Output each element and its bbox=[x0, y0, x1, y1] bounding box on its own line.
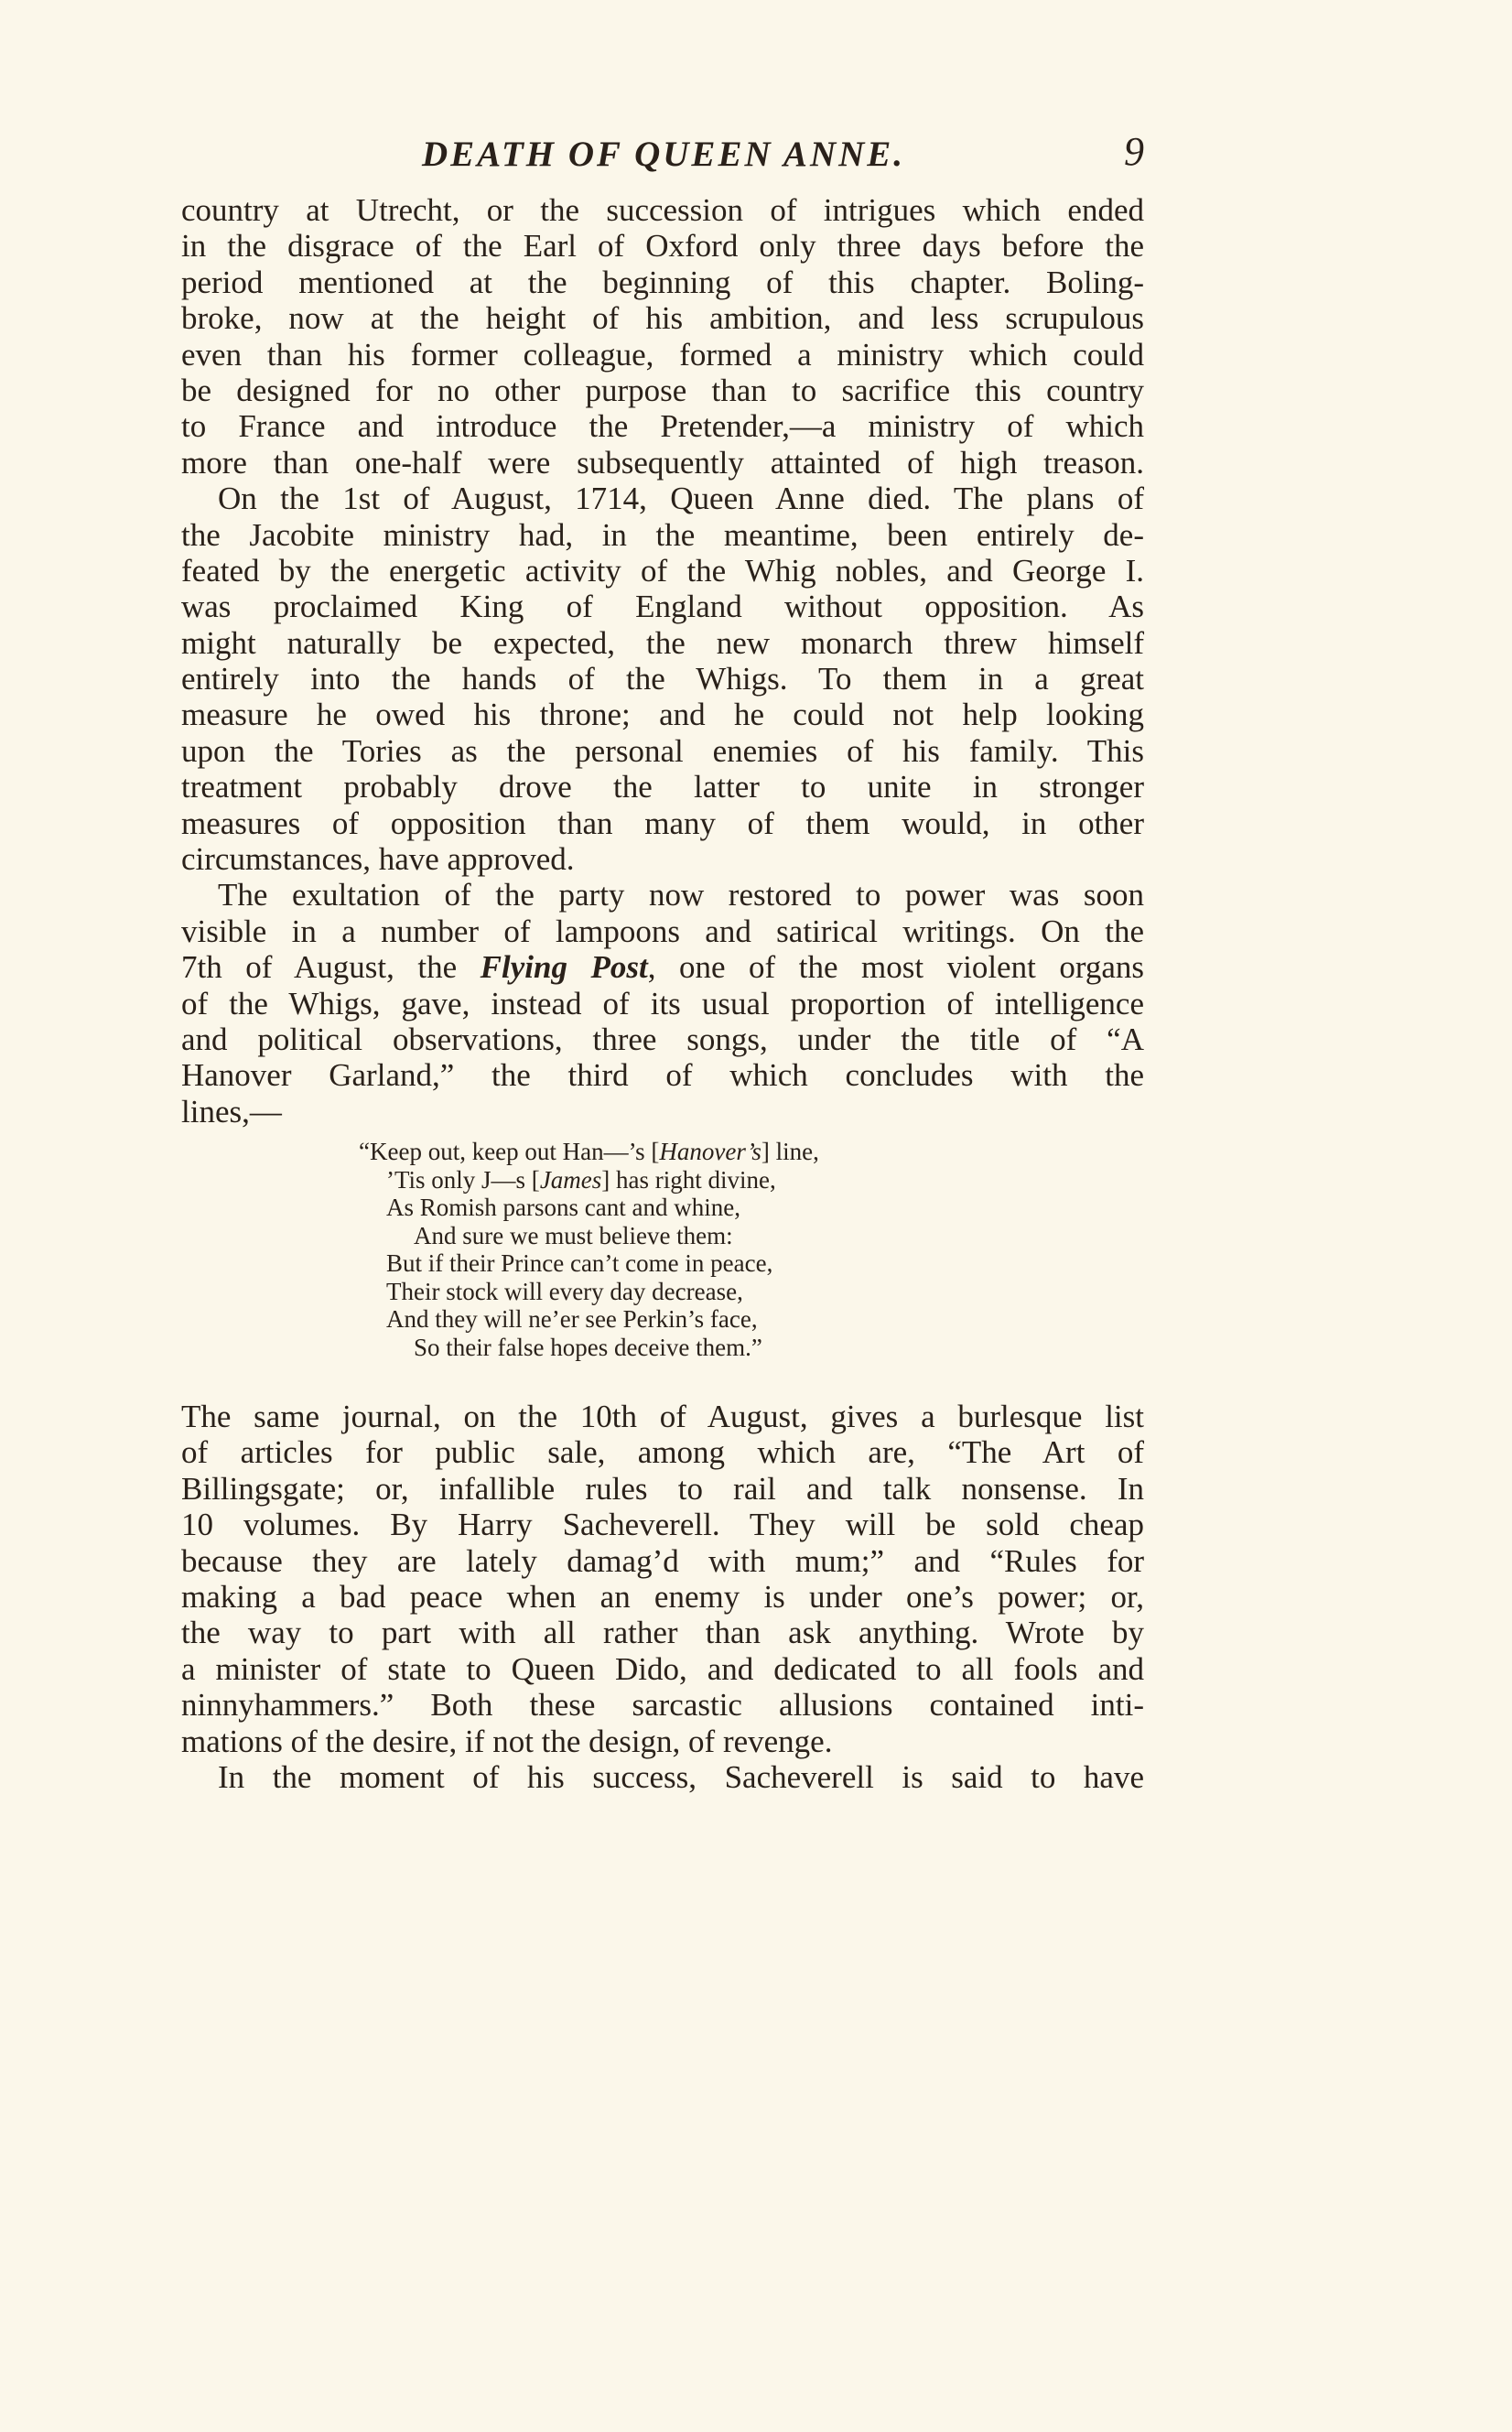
text-line: to France and introduce the Pretender,—a ministry of which bbox=[181, 408, 1144, 445]
text-line: a minister of state to Queen Dido, and dedicated to all fools and bbox=[181, 1650, 1144, 1687]
text-line: Hanover Garland,” the third of which concludes with the bbox=[181, 1057, 1144, 1094]
text-line: making a bad peace when an enemy is under one’s power; or, bbox=[181, 1578, 1144, 1615]
text-line: in the disgrace of the Earl of Oxford only three days before the bbox=[181, 228, 1144, 265]
text-line: more than one-half were subsequently attainted of high treason. bbox=[181, 444, 1144, 481]
text-line: On the 1st of August, 1714, Queen Anne died. The plans of bbox=[218, 481, 1144, 517]
text-line-mixed bbox=[181, 949, 1144, 985]
text-line: 10 volumes. By Harry Sacheverell. They will be sold cheap bbox=[181, 1507, 1144, 1543]
text-line: entirely into the hands of the Whigs. To them in a great bbox=[181, 661, 1144, 697]
text-line: was proclaimed King of England without opposition. As bbox=[181, 589, 1144, 625]
text-line: mations of the desire, if not the design, of revenge. bbox=[181, 1723, 833, 1759]
verse-quotation bbox=[359, 1138, 999, 1361]
text-line: treatment probably drove the latter to unite in stronger bbox=[181, 769, 1144, 805]
text-line: ninnyhammers.” Both these sarcastic allusions contained inti- bbox=[181, 1687, 1144, 1724]
newspaper-title: Flying Post bbox=[480, 949, 648, 986]
text-line: might naturally be expected, the new monarch threw himself bbox=[181, 624, 1144, 661]
text-line: lines,— bbox=[181, 1093, 282, 1130]
text-fragment: , one of the most violent organs bbox=[647, 949, 1144, 986]
text-line: the way to part with all rather than ask anything. Wrote by bbox=[181, 1615, 1144, 1651]
verse-line: And they will ne’er see Perkin’s face, bbox=[386, 1305, 758, 1333]
text-line: be designed for no other purpose than to sacrifice this country bbox=[181, 372, 1144, 408]
text-line: The exultation of the party now restored to power was soon bbox=[218, 877, 1144, 913]
body-text-top bbox=[181, 192, 1144, 1130]
text-line: because they are lately damag’d with mum;” and “Rules for bbox=[181, 1542, 1144, 1579]
text-line: of the Whigs, gave, instead of its usual proportion of intelligence bbox=[181, 985, 1144, 1021]
text-fragment: James bbox=[539, 1165, 602, 1194]
text-fragment: “Keep out, keep out Han—’s [ bbox=[359, 1138, 660, 1165]
text-line: measures of opposition than many of them would, in other bbox=[181, 805, 1144, 841]
running-head bbox=[183, 128, 1144, 183]
text-line: The same journal, on the 10th of August, gives a burlesque list bbox=[181, 1399, 1144, 1434]
text-fragment: ’Tis only J—s [ bbox=[386, 1165, 540, 1194]
text-line: upon the Tories as the personal enemies of his family. This bbox=[181, 732, 1144, 769]
text-fragment: ] line, bbox=[761, 1138, 819, 1165]
verse-line: So their false hopes deceive them.” bbox=[414, 1333, 762, 1361]
text-line: feated by the energetic activity of the Whig nobles, and George I. bbox=[181, 552, 1144, 589]
text-line: and political observations, three songs, under the title of “A bbox=[181, 1021, 1144, 1057]
body-text-bottom bbox=[181, 1399, 1144, 1795]
running-title: DEATH OF QUEEN ANNE. bbox=[421, 135, 906, 174]
verse-line: As Romish parsons cant and whine, bbox=[386, 1194, 740, 1221]
text-line: country at Utrecht, or the succession of intrigues which ended bbox=[181, 192, 1144, 228]
verse-line bbox=[359, 1166, 999, 1194]
text-line: measure he owed his throne; and he could not help looking bbox=[181, 697, 1144, 733]
verse-line: And sure we must believe them: bbox=[414, 1221, 733, 1249]
text-line: the Jacobite ministry had, in the meantime, been entirely de- bbox=[181, 516, 1144, 553]
text-line: visible in a number of lampoons and satirical writings. On the bbox=[181, 913, 1144, 949]
verse-line: But if their Prince can’t come in peace, bbox=[386, 1249, 773, 1277]
text-fragment: Hanover’s bbox=[659, 1138, 761, 1165]
text-fragment: 7th of August, the bbox=[181, 949, 481, 986]
text-line: In the moment of his success, Sacheverell is said to have bbox=[218, 1758, 1144, 1795]
text-line: Billingsgate; or, infallible rules to rail and talk nonsense. In bbox=[181, 1470, 1144, 1507]
verse-line bbox=[359, 1138, 999, 1166]
verse-line: Their stock will every day decrease, bbox=[386, 1277, 743, 1305]
text-fragment: ] has right divine, bbox=[601, 1165, 776, 1194]
text-line: period mentioned at the beginning of this chapter. Boling- bbox=[181, 264, 1144, 300]
text-line: even than his former colleague, formed a ministry which could bbox=[181, 336, 1144, 373]
text-line: broke, now at the height of his ambition, and less scrupulous bbox=[181, 300, 1144, 337]
text-line: circumstances, have approved. bbox=[181, 841, 575, 878]
page-number: 9 bbox=[1124, 129, 1144, 174]
text-line: of articles for public sale, among which are, “The Art of bbox=[181, 1434, 1144, 1471]
